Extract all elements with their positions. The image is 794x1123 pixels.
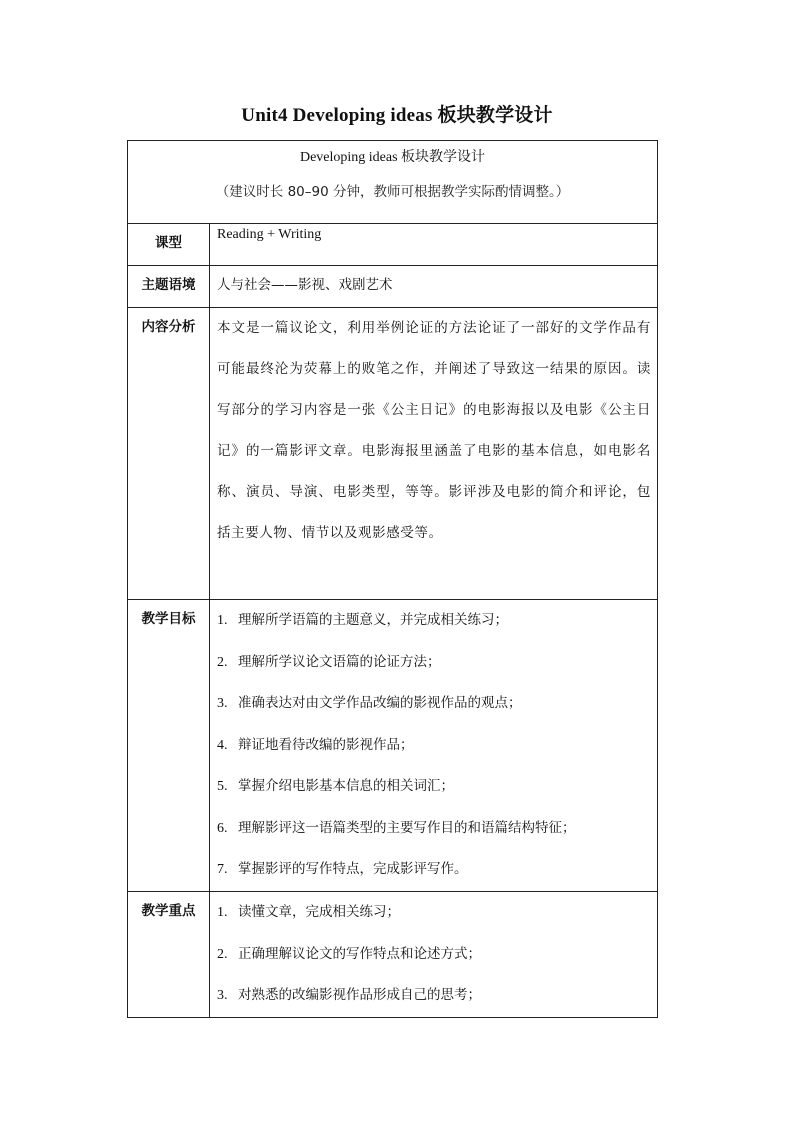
- list-item-text: 辩证地看待改编的影视作品；: [238, 736, 414, 753]
- list-item-number: 2.: [217, 946, 228, 962]
- lesson-plan-table: [127, 140, 658, 1018]
- row-label-goals: 教学目标: [141, 611, 196, 627]
- table-row-key-points: [128, 892, 658, 1018]
- list-item: [217, 808, 657, 850]
- list-item: [217, 892, 657, 934]
- document-title: Unit4 Developing ideas 板块教学设计: [241, 105, 553, 126]
- row-content-cell: [210, 600, 658, 892]
- row-label-cell: [128, 892, 210, 1018]
- list-item-text: 理解影评这一语篇类型的主要写作目的和语篇结构特征；: [238, 819, 576, 836]
- list-item-number: 3.: [217, 696, 228, 711]
- list-item-number: 7.: [217, 862, 228, 877]
- list-item: [217, 849, 657, 891]
- table-row-theme: [128, 266, 658, 308]
- list-item-text: 掌握介绍电影基本信息的相关词汇；: [238, 778, 454, 794]
- row-content-theme: 人与社会——影视、戏剧艺术: [217, 277, 393, 293]
- list-item: [217, 642, 657, 684]
- row-label-cell: [128, 600, 210, 892]
- list-item-number: 1.: [217, 613, 228, 628]
- list-item-text: 正确理解议论文的写作特点和论述方式；: [238, 945, 481, 962]
- row-label-theme: 主题语境: [141, 277, 196, 293]
- list-item-number: 1.: [217, 905, 228, 920]
- list-item-number: 3.: [217, 988, 228, 1003]
- table-row-goals: [128, 600, 658, 892]
- list-item: [217, 683, 657, 725]
- table-header-title: Developing ideas 板块教学设计: [299, 150, 486, 165]
- row-content-cell: [210, 892, 658, 1018]
- row-content-type: Reading + Writing: [217, 227, 322, 242]
- list-item: [217, 934, 657, 976]
- table-header-cell: [128, 141, 658, 224]
- list-item-text: 读懂文章，完成相关练习；: [238, 904, 400, 920]
- goals-list: [210, 600, 657, 891]
- list-item: [217, 766, 657, 808]
- list-item: [217, 975, 657, 1017]
- row-content-cell: [210, 224, 658, 266]
- row-label-key-points: 教学重点: [141, 903, 196, 919]
- list-item-text: 对熟悉的改编影视作品形成自己的思考；: [238, 987, 481, 1003]
- row-label-type: 课型: [155, 235, 182, 251]
- list-item-text: 理解所学议论文语篇的论证方法；: [238, 653, 441, 670]
- row-label-cell: [128, 308, 210, 600]
- list-item: [217, 600, 657, 642]
- row-content-cell: [210, 308, 658, 600]
- table-row-analysis: [128, 308, 658, 600]
- row-label-cell: [128, 266, 210, 308]
- key-points-list: [210, 892, 657, 1017]
- list-item: [217, 725, 657, 767]
- list-item-text: 理解所学语篇的主题意义，并完成相关练习；: [238, 612, 508, 628]
- row-content-analysis: 本文是一篇议论文，利用举例论证的方法论证了一部好的文学作品有可能最终沦为荧幕上的败笔之作，并阐述了导致这一结果的原因。读写部分的学习内容是一张《公主日记》的电影海报以及电影《公主日记》的一篇影评文章。电影海报里涵盖了电影的基本信息，如电影名称、演员、导演、电影类型，等等。影评涉及电影的简介和评论，包括主要人物、情节以及观影感受等。: [217, 320, 652, 541]
- row-content-cell: [210, 266, 658, 308]
- list-item-text: 掌握影评的写作特点，完成影评写作。: [238, 861, 468, 877]
- row-label-analysis: 内容分析: [141, 319, 196, 335]
- list-item-text: 准确表达对由文学作品改编的影视作品的观点；: [238, 695, 522, 711]
- table-header-row: [128, 141, 658, 224]
- list-item-number: 5.: [217, 779, 228, 794]
- list-item-number: 4.: [217, 737, 228, 753]
- list-item-number: 2.: [217, 654, 228, 670]
- table-row-type: [128, 224, 658, 266]
- list-item-number: 6.: [217, 820, 228, 836]
- table-header-note: （建议时长 80–90 分钟，教师可根据教学实际酌情调整。）: [215, 184, 570, 200]
- row-label-cell: [128, 224, 210, 266]
